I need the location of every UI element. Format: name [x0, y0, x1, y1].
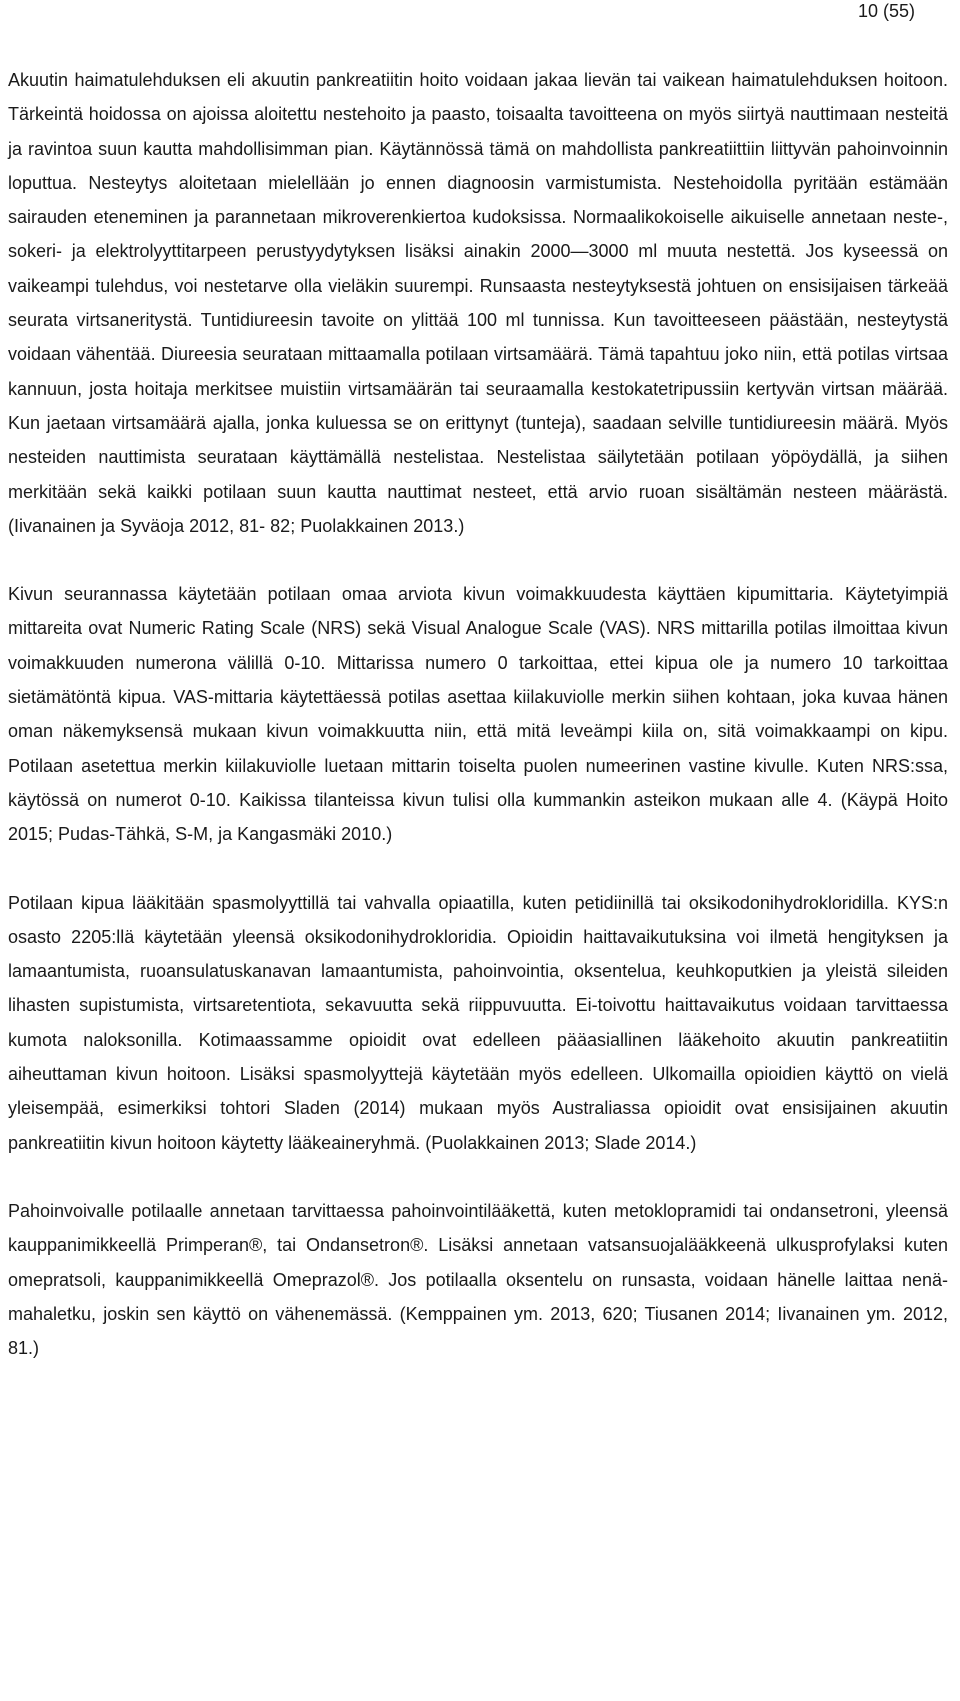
paragraph-pain-medication: Potilaan kipua lääkitään spasmolyyttillä tai vahvalla opiaatilla, kuten petidiinillä tai oksikodonihydrokloridilla. KYS:n osasto 2205:llä käytetään yleensä oksikodonihydrokloridia. Opioidin haittavaikutuksina voi ilmetä hengityksen ja lamaantumista, ruoansulatuskanavan lamaantumista, pahoinvointia, oksentelua, keuhkoputkien ja yleistä sileiden lihasten supistumista, virtsaretentiota, sekavuutta sekä riippuvuutta. Ei-toivottu haittavaikutus voidaan tarvittaessa kumota naloksonilla. Kotimaassamme opioidit ovat edelleen pääasiallinen lääkehoito akuutin pankreatiitin aiheuttaman kivun hoitoon. Lisäksi spasmolyyttejä käytetään myös edelleen. Ulkomailla opioidien käyttö on vielä yleisempää, esimerkiksi tohtori Sladen (2014) mukaan myös Australiassa opioidit ovat ensisijainen akuutin pankreatiitin kivun hoitoon käytetty lääkeaineryhmä. (Puolakkainen 2013; Slade 2014.) — [8, 892, 948, 1153]
page-number: 10 (55) — [857, 1, 915, 21]
paragraph-nausea-treatment: Pahoinvoivalle potilaalle annetaan tarvittaessa pahoinvointilääkettä, kuten metoklopramidi tai ondansetroni, yleensä kauppanimikkeellä Primperan®, tai Ondansetron®. Lisäksi annetaan vatsansuojalääkkeenä ulkusprofylaksi kuten omepratsoli, kauppanimikkeellä Omeprazol®. Jos potilaalla oksentelu on runsasta, voidaan hänelle laittaa nenä-mahaletku, joskin sen käyttö on vähenemässä. (Kemppainen ym. 2013, 620; Tiusanen 2014; Iivanainen ym. 2012, 81.) — [8, 1200, 948, 1359]
body-text — [8, 63, 948, 1365]
paragraph-pain-assessment: Kivun seurannassa käytetään potilaan omaa arviota kivun voimakkuudesta käyttäen kipumittaria. Käytetyimpiä mittareita ovat Numeric Rating Scale (NRS) sekä Visual Analogue Scale (VAS). NRS mittarilla potilas ilmoittaa kivun voimakkuuden numerona välillä 0-10. Mittarissa numero 0 tarkoittaa, ettei kipua ole ja numero 10 tarkoittaa sietämätöntä kipua. VAS-mittaria käytettäessä potilas asettaa kiilakuviolle merkin siihen kohtaan, joka kuvaa hänen oman näkemyksensä mukaan kivun voimakkuutta niin, että mitä leveämpi kiila on, sitä voimakkaampi on kipu. Potilaan asetettua merkin kiilakuviolle luetaan mittarin toiselta puolen numeerinen vastine kivulle. Kuten NRS:ssa, käytössä on numerot 0-10. Kaikissa tilanteissa kivun tulisi olla kummankin asteikon mukaan alle 4. (Käypä Hoito 2015; Pudas-Tähkä, S-M, ja Kangasmäki 2010.) — [8, 584, 948, 845]
paragraph-fluid-therapy: Akuutin haimatulehduksen eli akuutin pankreatiitin hoito voidaan jakaa lievän tai vaikean haimatulehduksen hoitoon. Tärkeintä hoidossa on ajoissa aloitettu nestehoito ja paasto, toisaalta tavoitteena on myös siirtyä nauttimaan nesteitä ja ravintoa suun kautta mahdollisimman pian. Käytännössä tämä on mahdollista pankreatiittiin liittyvän pahoinvoinnin loputtua. Nesteytys aloitetaan mielellään jo ennen diagnoosin varmistumista. Nestehoidolla pyritään estämään sairauden eteneminen ja parannetaan mikroverenkiertoa kudoksissa. Normaalikokoiselle aikuiselle annetaan neste-, sokeri- ja elektrolyyttitarpeen perustyydytyksen lisäksi ainakin 2000—3000 ml muuta nestettä. Jos kyseessä on vaikeampi tulehdus, voi nestetarve olla vieläkin suurempi. Runsaasta nesteytyksestä johtuen on ensisijaisen tärkeää seurata virtsaneritystä. Tuntidiureesin tavoite on ylittää 100 ml tunnissa. Kun tavoitteeseen päästään, nesteytystä voidaan vähentää. Diureesia seurataan mittaamalla potilaan virtsamäärä. Tämä tapahtuu joko niin, että potilas virtsaa kannuun, josta hoitaja merkitsee muistiin virtsamäärän tai seuraamalla kestokatetripussiin kertyvän virtsan määrää. Kun jaetaan virtsamäärä ajalla, jonka kuluessa se on erittynyt (tunteja), saadaan selville tuntidiureesin määrä. Myös nesteiden nauttimista seurataan käyttämällä nestelistaa. Nestelistaa säilytetään potilaan yöpöydällä, ja siihen merkitään sekä kaikki potilaan suun kautta nauttimat nesteet, että arvio ruoan sisältämän nesteen määrästä. (Iivanainen ja Syväoja 2012, 81- 82; Puolakkainen 2013.) — [8, 70, 948, 536]
